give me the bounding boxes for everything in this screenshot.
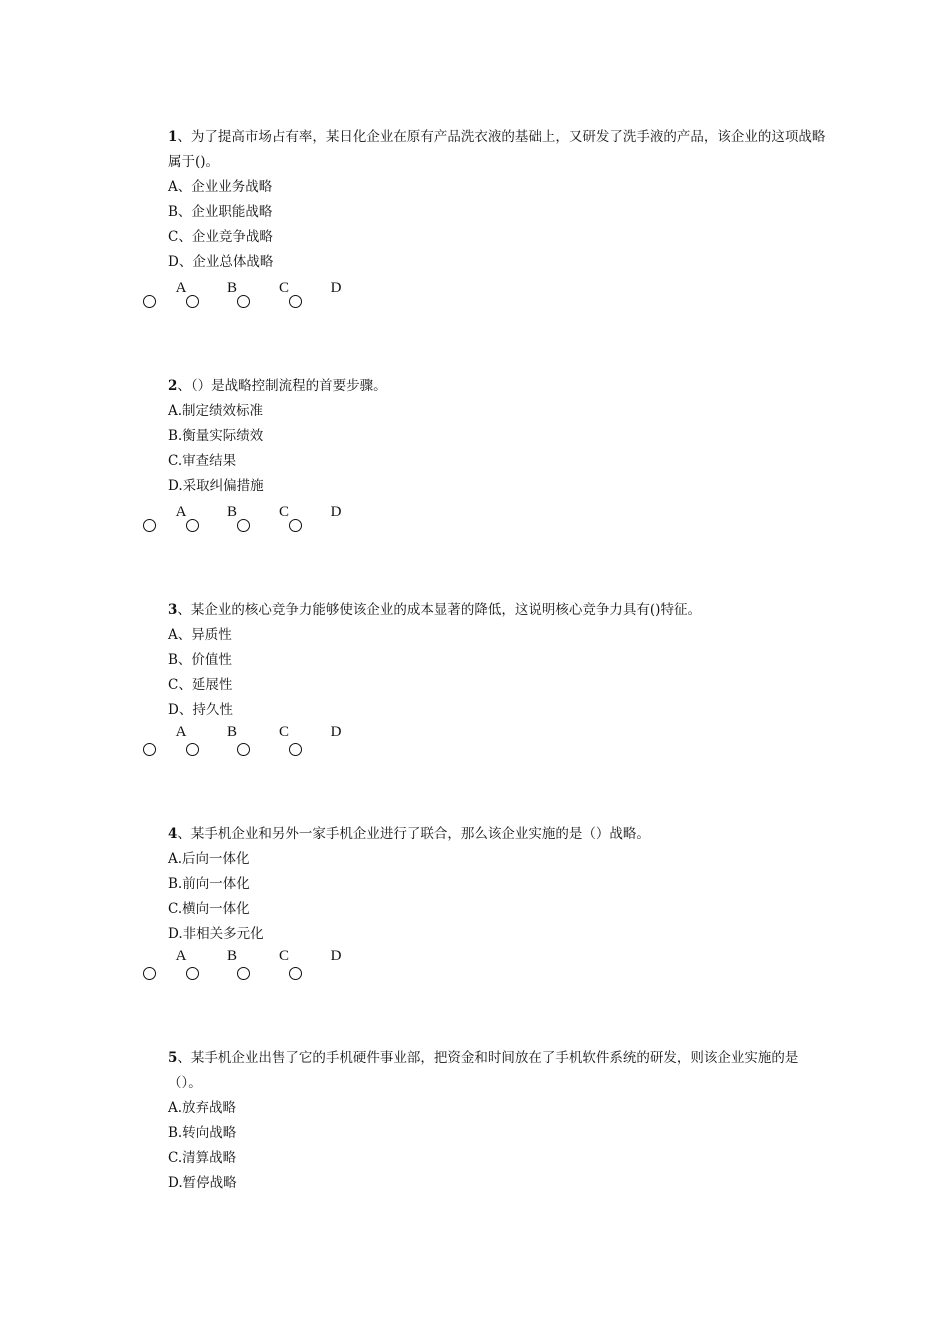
question-text: 2、（）是战略控制流程的首要步骤。 xyxy=(168,378,387,394)
answer-row-2 xyxy=(143,503,363,539)
radio-a[interactable] xyxy=(186,519,199,532)
radio-b[interactable] xyxy=(237,295,250,308)
answer-letter-b: B xyxy=(226,504,237,520)
question-text: 1、为了提高市场占有率，某日化企业在原有产品洗衣液的基础上，又研发了洗手液的产品，该企业的这项战略属于()。 xyxy=(168,129,826,170)
option-a: A.制定绩效标准 xyxy=(168,403,264,419)
option-a: A、异质性 xyxy=(168,627,232,643)
option-b: B.前向一体化 xyxy=(168,876,250,892)
option-b: B、价值性 xyxy=(168,652,232,668)
question-3 xyxy=(168,598,828,723)
option-a: A.后向一体化 xyxy=(168,851,250,867)
option-c: C、延展性 xyxy=(168,677,233,693)
answer-letter-b: B xyxy=(226,948,237,964)
answer-letter-a: A xyxy=(175,724,187,740)
radio-a[interactable] xyxy=(186,967,199,980)
answer-letter-a: A xyxy=(175,280,187,296)
answer-letter-b: B xyxy=(226,280,237,296)
answer-letter-a: A xyxy=(175,948,187,964)
question-2 xyxy=(168,374,828,499)
radio-b[interactable] xyxy=(237,743,250,756)
answer-letter-d: D xyxy=(330,948,342,964)
option-c: C、企业竞争战略 xyxy=(168,229,273,245)
question-text: 4、某手机企业和另外一家手机企业进行了联合，那么该企业实施的是（）战略。 xyxy=(168,826,650,842)
answer-row-4 xyxy=(143,947,363,983)
radio-c[interactable] xyxy=(289,743,302,756)
option-b: B、企业职能战略 xyxy=(168,204,273,220)
option-d: D.采取纠偏措施 xyxy=(168,478,264,494)
radio-b[interactable] xyxy=(237,519,250,532)
option-a: A、企业业务战略 xyxy=(168,179,273,195)
option-c: C.清算战略 xyxy=(168,1150,237,1166)
answer-row-1 xyxy=(143,279,363,315)
option-c: C.横向一体化 xyxy=(168,901,250,917)
question-4 xyxy=(168,822,828,947)
radio-blank[interactable] xyxy=(143,295,156,308)
option-c: C.审查结果 xyxy=(168,453,237,469)
option-d: D、持久性 xyxy=(168,702,233,718)
radio-c[interactable] xyxy=(289,967,302,980)
answer-letter-c: C xyxy=(278,280,289,296)
answer-letter-d: D xyxy=(330,724,342,740)
answer-row-3 xyxy=(143,723,363,759)
radio-blank[interactable] xyxy=(143,743,156,756)
question-5 xyxy=(168,1046,828,1196)
answer-letter-b: B xyxy=(226,724,237,740)
radio-a[interactable] xyxy=(186,743,199,756)
answer-letter-c: C xyxy=(278,948,289,964)
question-text: 5、某手机企业出售了它的手机硬件事业部，把资金和时间放在了手机软件系统的研发，则该企业实施的是（）。 xyxy=(168,1050,799,1091)
option-a: A.放弃战略 xyxy=(168,1100,237,1116)
answer-letter-c: C xyxy=(278,724,289,740)
radio-b[interactable] xyxy=(237,967,250,980)
question-text: 3、某企业的核心竞争力能够使该企业的成本显著的降低，这说明核心竞争力具有()特征。 xyxy=(168,602,701,618)
answer-letter-c: C xyxy=(278,504,289,520)
radio-blank[interactable] xyxy=(143,519,156,532)
option-b: B.衡量实际绩效 xyxy=(168,428,264,444)
radio-a[interactable] xyxy=(186,295,199,308)
option-d: D.暂停战略 xyxy=(168,1175,237,1191)
option-b: B.转向战略 xyxy=(168,1125,237,1141)
answer-letter-d: D xyxy=(330,504,342,520)
option-d: D、企业总体战略 xyxy=(168,254,274,270)
answer-letter-a: A xyxy=(175,504,187,520)
radio-c[interactable] xyxy=(289,519,302,532)
option-d: D.非相关多元化 xyxy=(168,926,264,942)
radio-blank[interactable] xyxy=(143,967,156,980)
question-1 xyxy=(168,125,828,275)
answer-letter-d: D xyxy=(330,280,342,296)
radio-c[interactable] xyxy=(289,295,302,308)
